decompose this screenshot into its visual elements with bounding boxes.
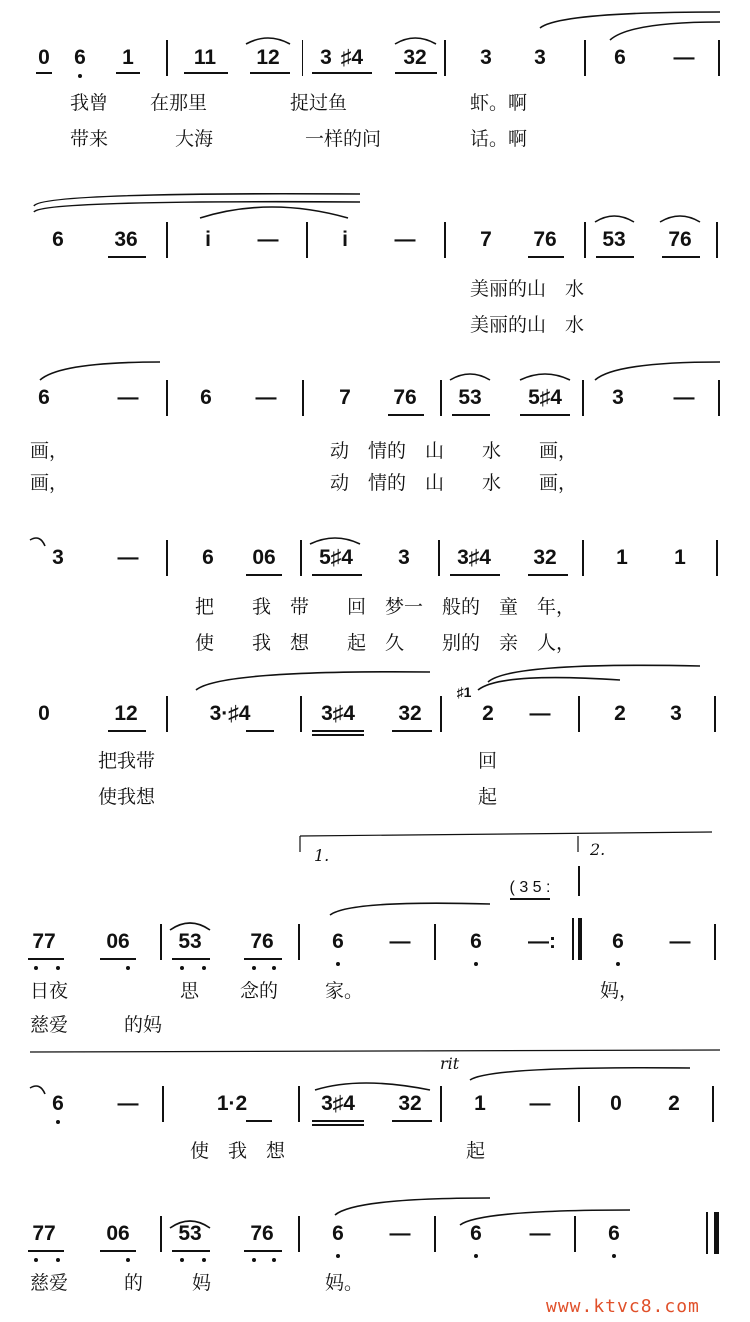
barline [578, 866, 580, 896]
dash: — [529, 1092, 551, 1115]
octave-dot [34, 1258, 38, 1262]
barline [578, 696, 580, 732]
octave-dot [202, 1258, 206, 1262]
barline [440, 1086, 442, 1122]
dash: — [529, 702, 551, 725]
note: 2 [482, 702, 494, 725]
note: 3 [480, 46, 492, 69]
underline [116, 72, 140, 74]
grace-note: ♯1 [456, 684, 472, 700]
note: 2 [668, 1092, 680, 1115]
underline [392, 1120, 432, 1122]
note: 1·2 [216, 1092, 248, 1115]
underline [244, 1250, 282, 1252]
barline [166, 40, 168, 76]
lyric: 妈。 [325, 1272, 364, 1294]
dash: — [117, 1092, 139, 1115]
note: 06 [252, 546, 276, 569]
note: 6 [614, 46, 626, 69]
barline [444, 40, 446, 76]
note: 3 [534, 46, 546, 69]
barline [438, 540, 440, 576]
lyric: 妈， [600, 980, 639, 1002]
barline [574, 1216, 576, 1252]
underline [108, 256, 146, 258]
barline [718, 40, 720, 76]
note: 3 [612, 386, 624, 409]
barline [300, 540, 302, 576]
barline [298, 924, 300, 960]
dash: — [255, 386, 277, 409]
note: 6 [202, 546, 214, 569]
underline [250, 72, 290, 74]
underline [388, 414, 424, 416]
underline [246, 730, 274, 732]
note: 3♯4 [321, 1092, 355, 1115]
lyric: 把我带 [98, 750, 156, 772]
note: 6 [74, 46, 86, 69]
lyric: 使我想 [98, 786, 156, 808]
dash: — [394, 228, 416, 251]
note: 32 [533, 546, 557, 569]
repeat-barline [572, 918, 574, 960]
octave-dot [180, 1258, 184, 1262]
underline [452, 414, 490, 416]
octave-dot [78, 74, 82, 78]
lyric: 美丽的山 水 [470, 314, 585, 336]
note: 12 [114, 702, 138, 725]
octave-dot [252, 1258, 256, 1262]
lyric: 起 [466, 1140, 486, 1162]
lyric: 的妈 [124, 1014, 163, 1036]
lyric: 思 [180, 980, 200, 1002]
lyric: 动 情的 山 水 画， [330, 440, 578, 462]
note: 1 [674, 546, 686, 569]
octave-dot [336, 962, 340, 966]
watermark: www.ktvc8.com [546, 1296, 700, 1317]
octave-dot [34, 966, 38, 970]
note: 6 [470, 930, 482, 953]
note-sharp: ♯4 [340, 46, 364, 69]
lyric: 回 [478, 750, 498, 772]
note: 53 [602, 228, 626, 251]
underline [100, 1250, 136, 1252]
octave-dot [272, 966, 276, 970]
note: 53 [178, 1222, 202, 1245]
note: 3 [52, 546, 64, 569]
note: 3 [670, 702, 682, 725]
octave-dot [56, 1258, 60, 1262]
octave-dot [612, 1254, 616, 1258]
note: 77 [32, 930, 56, 953]
underline [596, 256, 634, 258]
lyric: 慈爱 [30, 1014, 69, 1036]
note-high: i [342, 228, 348, 251]
underline [395, 72, 437, 74]
note: 6 [470, 1222, 482, 1245]
barline [718, 380, 720, 416]
underline [108, 730, 146, 732]
barline [298, 1086, 300, 1122]
barline [440, 696, 442, 732]
underline [246, 574, 282, 576]
lyric: 日夜 [30, 980, 69, 1002]
note: 6 [332, 930, 344, 953]
rit-mark: rit [440, 1054, 460, 1073]
lyric: 使 我 想 [190, 1140, 286, 1162]
underline [36, 72, 52, 74]
barline [578, 1086, 580, 1122]
underline [520, 414, 570, 416]
lyric: 捉过鱼 [290, 92, 348, 114]
lyric: 起 [478, 786, 498, 808]
octave-dot [474, 962, 478, 966]
underline [450, 574, 500, 576]
lyric: 使 我 想 起 久 别的 亲 人， [195, 632, 576, 654]
note: 7 [339, 386, 351, 409]
dash: — [117, 386, 139, 409]
note: 53 [178, 930, 202, 953]
barline [714, 924, 716, 960]
note: 3♯4 [457, 546, 491, 569]
octave-dot [336, 1254, 340, 1258]
lyric: 的 [124, 1272, 144, 1294]
lyric: 美丽的山 水 [470, 278, 585, 300]
octave-dot [272, 1258, 276, 1262]
underline [244, 958, 282, 960]
repeat-barline-thick [578, 918, 582, 960]
barline [300, 696, 302, 732]
barline [716, 222, 718, 258]
note: 0 [38, 46, 50, 69]
note: 0 [610, 1092, 622, 1115]
volta-1: 1. [314, 846, 330, 865]
lyric: 虾。啊 [470, 92, 528, 114]
note: 3 [320, 46, 332, 69]
underline [312, 1124, 364, 1126]
note: 36 [114, 228, 138, 251]
lyric: 带来 [70, 128, 109, 150]
dash: — [529, 1222, 551, 1245]
barline [712, 1086, 714, 1122]
note: 6 [332, 1222, 344, 1245]
barline [582, 380, 584, 416]
note: 3·♯4 [209, 702, 251, 725]
underline [28, 958, 64, 960]
lyric: 家。 [325, 980, 364, 1002]
octave-dot [180, 966, 184, 970]
barline [162, 1086, 164, 1122]
octave-dot [56, 1120, 60, 1124]
underline [312, 1120, 364, 1122]
dash: — [389, 930, 411, 953]
barline [298, 1216, 300, 1252]
dash: — [117, 546, 139, 569]
volta-2: 2. [590, 840, 606, 859]
octave-dot [126, 966, 130, 970]
underline [172, 1250, 210, 1252]
octave-dot [126, 1258, 130, 1262]
barline [434, 924, 436, 960]
note: 6 [608, 1222, 620, 1245]
dash-repeat: —: [528, 930, 556, 953]
lyric: 画， [30, 440, 69, 462]
note: 1 [616, 546, 628, 569]
note-high: i [205, 228, 211, 251]
barline [166, 540, 168, 576]
dash: — [389, 1222, 411, 1245]
note: 5♯4 [319, 546, 353, 569]
barline [302, 380, 304, 416]
dash: — [257, 228, 279, 251]
octave-dot [56, 966, 60, 970]
note: 77 [32, 1222, 56, 1245]
note: 6 [52, 228, 64, 251]
barline [166, 222, 168, 258]
note: 06 [106, 930, 130, 953]
underline [184, 72, 228, 74]
note: 12 [256, 46, 280, 69]
note: 6 [612, 930, 624, 953]
note: 6 [38, 386, 50, 409]
underline [28, 1250, 64, 1252]
lyric: 动 情的 山 水 画， [330, 472, 578, 494]
note: 76 [393, 386, 417, 409]
barline [714, 696, 716, 732]
octave-dot [616, 962, 620, 966]
final-barline-thin [706, 1212, 708, 1254]
barline [160, 924, 162, 960]
note: 3♯4 [321, 702, 355, 725]
barline [582, 540, 584, 576]
barline [166, 696, 168, 732]
note: 76 [668, 228, 692, 251]
dash: — [673, 386, 695, 409]
underline [510, 898, 550, 900]
note: 0 [38, 702, 50, 725]
lyric: 念的 [240, 980, 279, 1002]
lyric: 妈 [192, 1272, 212, 1294]
note: 6 [52, 1092, 64, 1115]
note: 32 [403, 46, 427, 69]
note: 6 [200, 386, 212, 409]
barline [160, 1216, 162, 1252]
note: 3 [398, 546, 410, 569]
note: 11 [193, 46, 217, 69]
lyric: 画， [30, 472, 69, 494]
note: 53 [458, 386, 482, 409]
lyric: 一样的问 [305, 128, 382, 150]
underline [172, 958, 210, 960]
note: 1 [474, 1092, 486, 1115]
dash: — [673, 46, 695, 69]
octave-dot [252, 966, 256, 970]
lyric: 话。啊 [470, 128, 528, 150]
barline [440, 380, 442, 416]
underline [662, 256, 700, 258]
underline [312, 574, 362, 576]
note: 7 [480, 228, 492, 251]
underline [392, 730, 432, 732]
note: 76 [250, 930, 274, 953]
barline [716, 540, 718, 576]
underline [100, 958, 136, 960]
underline [528, 256, 564, 258]
barline [444, 222, 446, 258]
underline [312, 730, 364, 732]
barline [302, 40, 303, 76]
note: 1 [122, 46, 134, 69]
note: 32 [398, 702, 422, 725]
final-barline-thick [714, 1212, 719, 1254]
underline [246, 1120, 272, 1122]
note: 76 [533, 228, 557, 251]
barline [584, 222, 586, 258]
barline [434, 1216, 436, 1252]
barline [584, 40, 586, 76]
underline [312, 72, 372, 74]
octave-dot [202, 966, 206, 970]
lyric: 在那里 [150, 92, 208, 114]
octave-dot [474, 1254, 478, 1258]
barline [306, 222, 308, 258]
lyric: 我曾 [70, 92, 109, 114]
note: 76 [250, 1222, 274, 1245]
underline [528, 574, 568, 576]
barline [166, 380, 168, 416]
note: 2 [614, 702, 626, 725]
note: 5♯4 [528, 386, 562, 409]
repeat-intro: ( 3 5 : [509, 879, 551, 896]
lyric: 把 我 带 回 梦一 般的 童 年， [195, 596, 576, 618]
lyric: 慈爱 [30, 1272, 69, 1294]
underline [312, 734, 364, 736]
note: 32 [398, 1092, 422, 1115]
lyric: 大海 [175, 128, 214, 150]
dash: — [669, 930, 691, 953]
note: 06 [106, 1222, 130, 1245]
